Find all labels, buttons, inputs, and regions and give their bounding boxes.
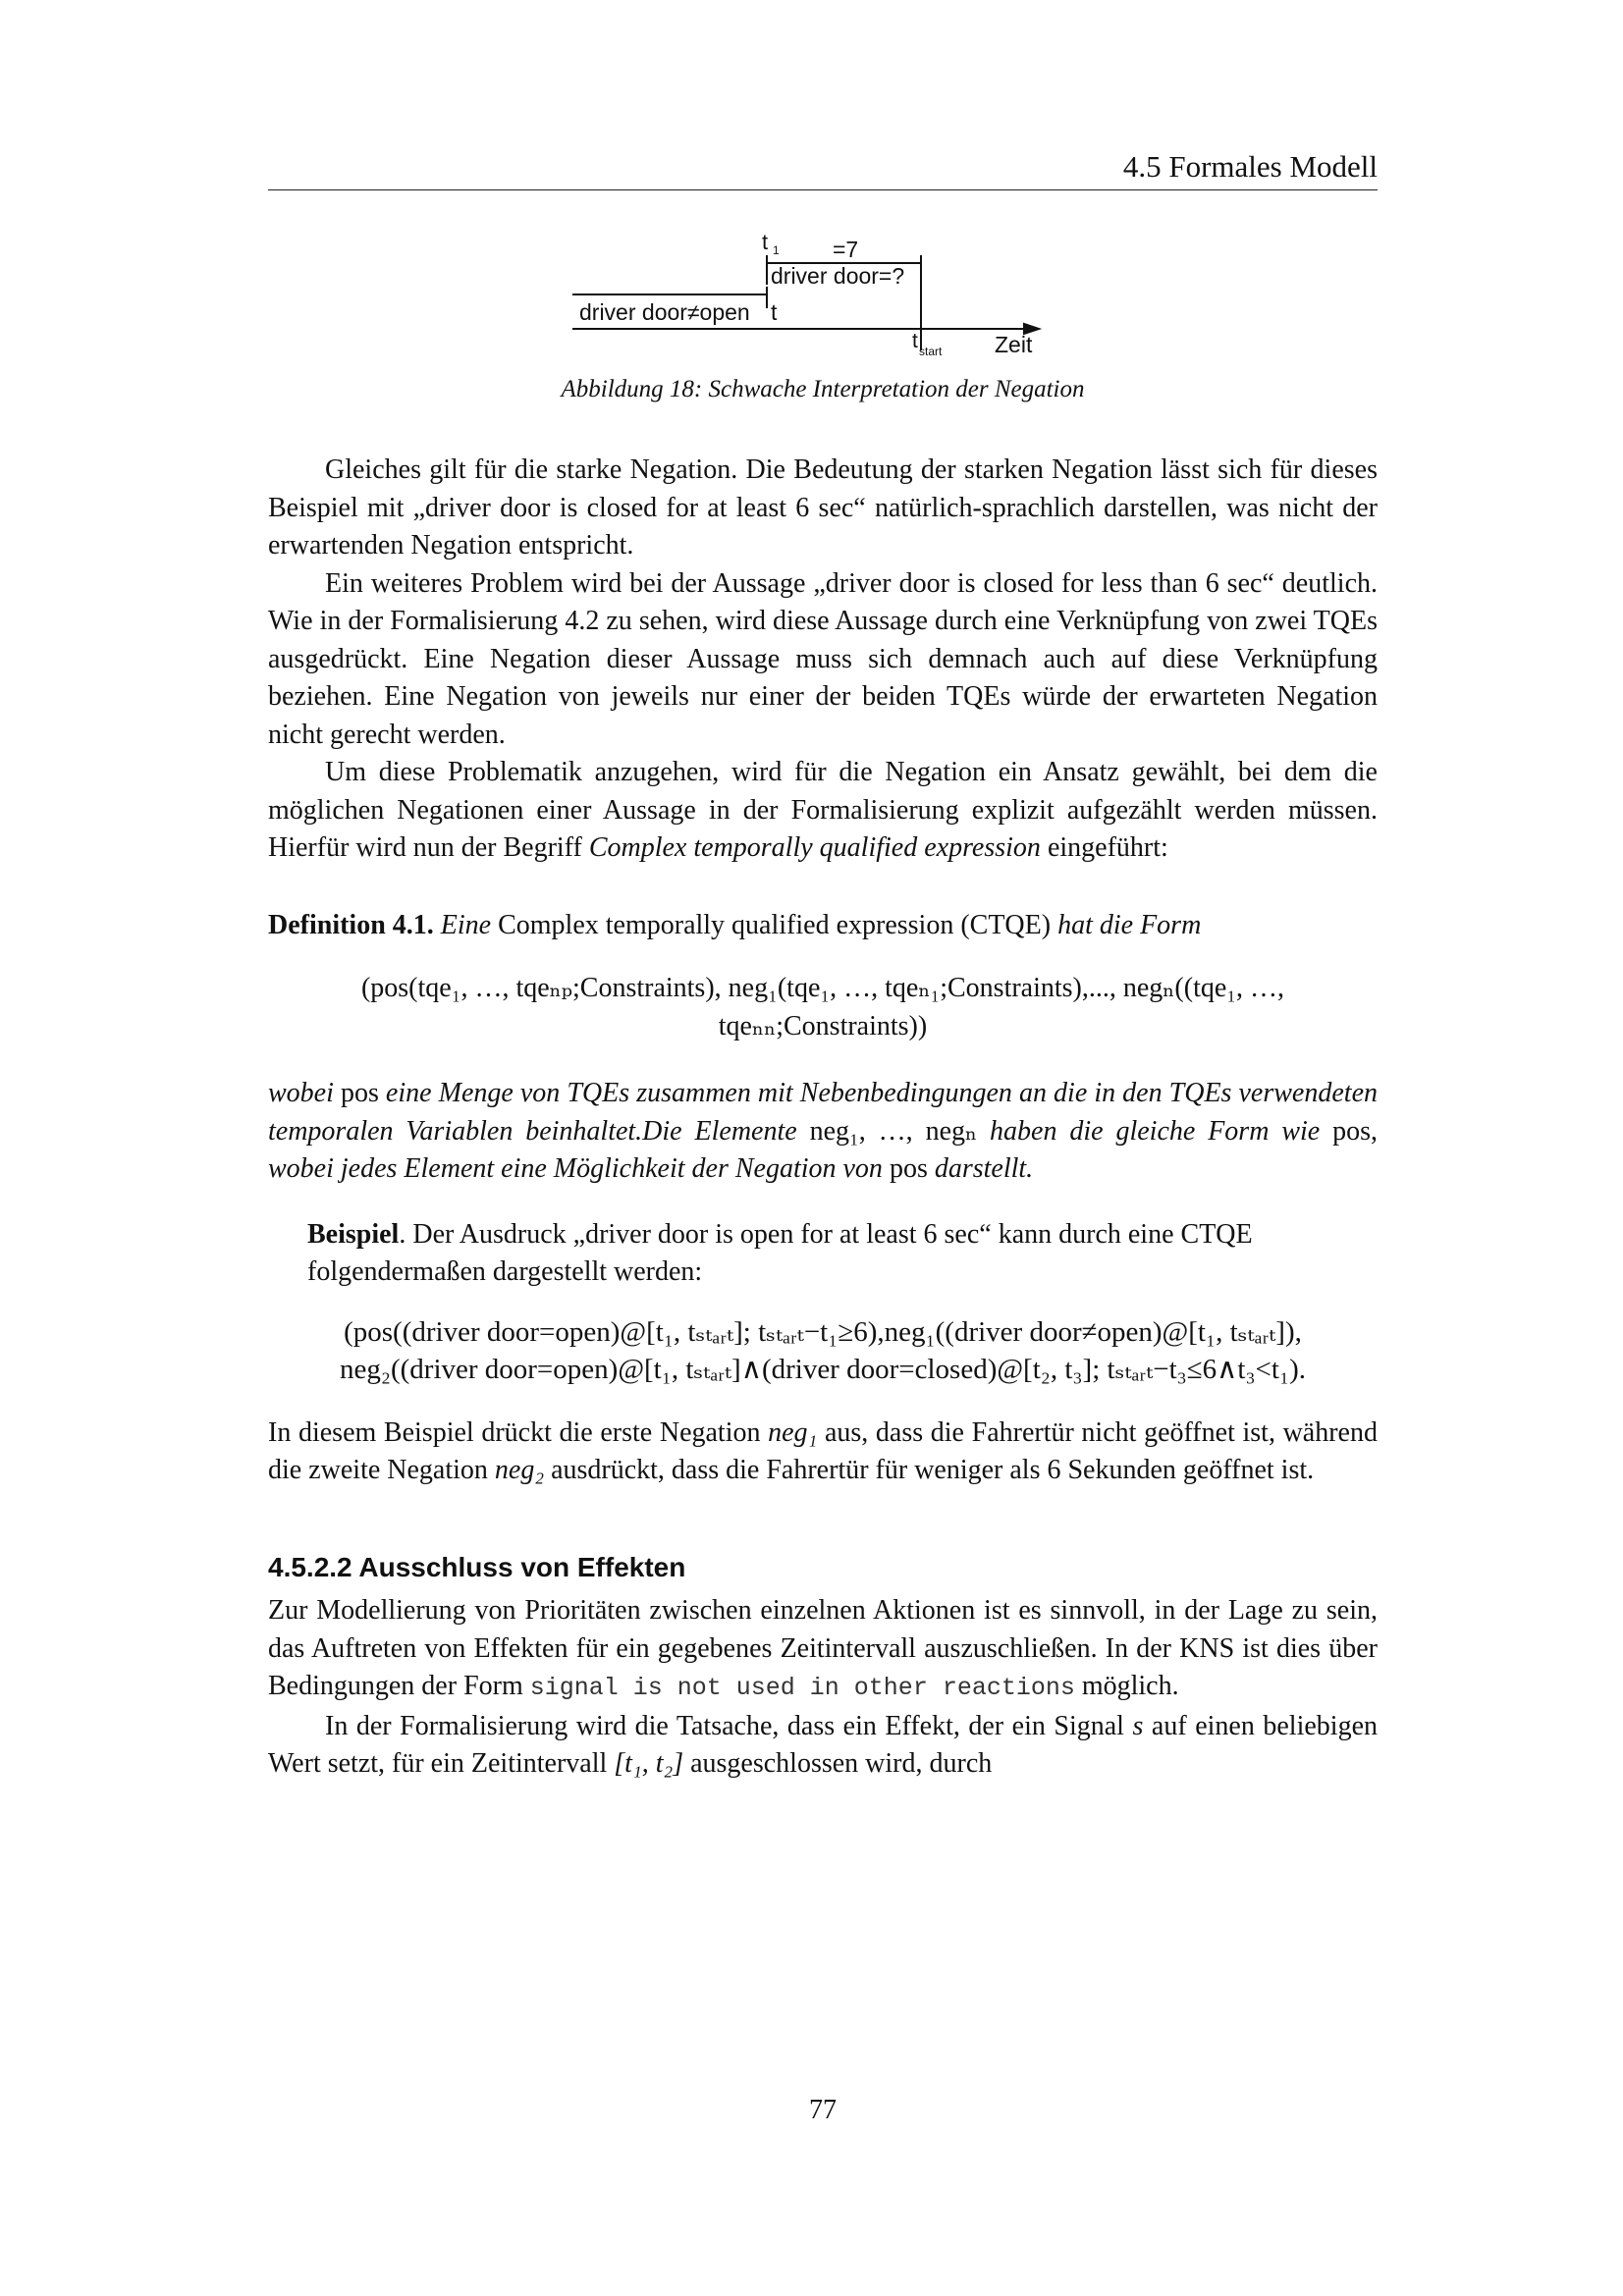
example-label: Beispiel [307, 1218, 400, 1250]
code-condition: signal is not used in other reactions [529, 1674, 1075, 1702]
negation-timeline-figure [563, 228, 1063, 367]
body-text [268, 452, 1378, 1784]
time-interval: [t₁, t₂] [614, 1748, 684, 1779]
paragraph-approach: Um diese Problematik anzugehen, wird für die Negation ein Ansatz gewählt, bei dem die möglichen Negationen einer Aussage in der Formalisierung explizit aufgezählt werden müssen. Hierfür wird nun der Begriff Complex temporally qualified expression eingeführt: [268, 757, 1378, 863]
example-formula [268, 1313, 1378, 1389]
label-driver-door-not-open: driver door≠open [579, 299, 750, 325]
paragraph-strong-negation: Gleiches gilt für die starke Negation. Die Bedeutung der starken Negation lässt sich für dieses Beispiel mit „driver door is closed for at least 6 sec“ natürlich-sprachlich darstellen, was nicht der erwartenden Negation entspricht. [268, 454, 1378, 561]
label-driver-door-query: driver door=? [771, 263, 905, 289]
term-ctqe: Complex temporally qualified expression [588, 832, 1041, 863]
label-zeit: Zeit [995, 332, 1033, 357]
label-tstart: t [912, 330, 918, 352]
section-paragraph-2: In der Formalisierung wird die Tatsache, dass ein Effekt, der ein Signal s auf einen beliebigen Wert setzt, für ein Zeitintervall [t₁, t₂] ausgeschlossen wird, durch [268, 1710, 1379, 1779]
label-eq7: =7 [833, 237, 859, 262]
definition-4-1: Definition 4.1. Eine Complex temporally qualified expression (CTQE) hat die Form [268, 909, 1202, 940]
ctqe-formula: (pos(tqe₁, …, tqeₙₚ;Constraints), neg₁(tqe₁, …, tqeₙ₁;Constraints),..., negₙ((tqe₁, …, tqeₙₙ;Constraints)) [360, 973, 1285, 1041]
section-paragraph-1: Zur Modellierung von Prioritäten zwischen einzelnen Aktionen ist es sinnvoll, in der Lage zu sein, das Auftreten von Effekten für ein gegebenes Zeitintervall auszuschließen. In der KNS ist dies über Bedingungen der Form signal is not used in other reactions möglich. [268, 1595, 1378, 1702]
example-paragraph: Beispiel. Der Ausdruck „driver door is open for at least 6 sec“ kann durch eine CTQE folgendermaßen dargestellt werden: [307, 1218, 1253, 1287]
figure-caption: Abbildung 18: Schwache Interpretation der Negation [561, 376, 1085, 402]
label-t: t [771, 299, 778, 325]
label-t1-sub: 1 [773, 243, 780, 257]
example-formula-line-2: neg₂((driver door=open)@[t₁, tₛₜₐᵣₜ]∧(driver door=closed)@[t₂, t₃]; tₛₜₐᵣₜ−t₃≤6∧t₃<t₁). [339, 1354, 1306, 1385]
label-t1: t [762, 230, 769, 254]
label-tstart-sub: start [919, 345, 943, 358]
definition-label: Definition 4.1. [268, 909, 434, 940]
running-header: 4.5 Formales Modell [1122, 149, 1378, 184]
definition-explanation: wobei pos eine Menge von TQEs zusammen mit Nebenbedingungen an die in den TQEs verwendeten temporalen Variablen beinhaltet.Die Elemente neg₁, …, negₙ haben die gleiche Form wie pos, wobei jedes Element eine Möglichkeit der Negation von pos darstellt. [268, 1078, 1379, 1184]
page-number: 77 [809, 2095, 837, 2125]
timeline-diagram [563, 228, 1063, 367]
example-formula-line-1: (pos((driver door=open)@[t₁, tₛₜₐᵣₜ]; tₛₜₐᵣₜ−t₁≥6),neg₁((driver door≠open)@[t₁, tₛₜₐᵣₜ]), [344, 1315, 1302, 1348]
paragraph-problem: Ein weiteres Problem wird bei der Aussage „driver door is closed for less than 6 sec“ deutlich. Wie in der Formalisierung 4.2 zu sehen, wird diese Aussage durch eine Verknüpfung von zwei TQEs ausgedrückt. Eine Negation dieser Aussage muss sich demnach auch auf diese Verknüpfung beziehen. Eine Negation von jeweils nur einer der beiden TQEs würde der erwarteten Negation nicht gerecht werden. [268, 567, 1378, 750]
section-heading: 4.5.2.2 Ausschluss von Effekten [268, 1551, 686, 1582]
example-explanation: In diesem Beispiel drückt die erste Negation neg₁ aus, dass die Fahrertür nicht geöffnet ist, während die zweite Negation neg₂ ausdrückt, dass die Fahrertür für weniger als 6 Sekunden geöffnet ist. [268, 1416, 1378, 1485]
header-rule [268, 189, 1378, 190]
